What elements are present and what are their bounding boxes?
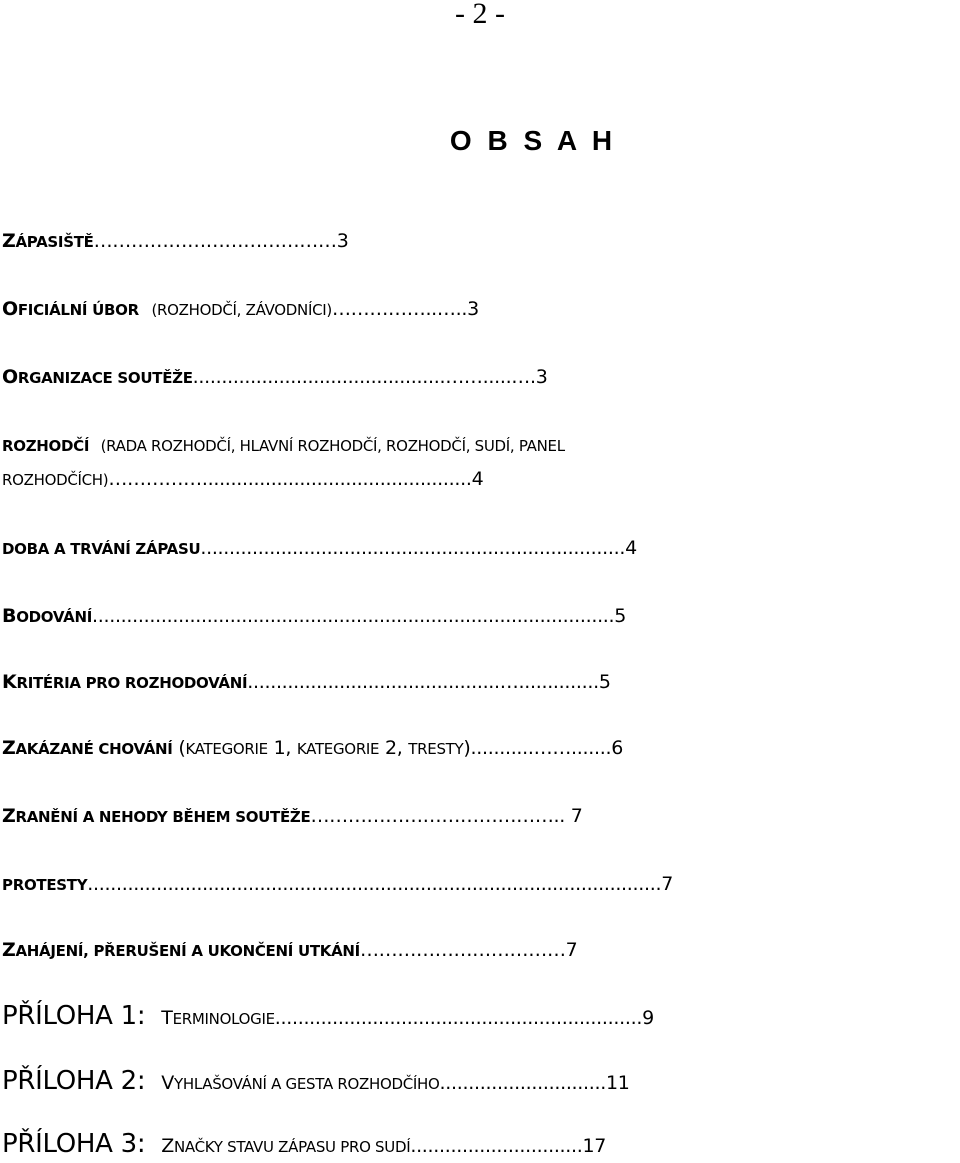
toc-entry-initial: Z [2,805,16,827]
toc-entry-leader-page: …………………………………3 [93,230,349,252]
toc-entry-subtitle: KATEGORIE [185,740,268,758]
toc-entry-initial: Z [2,230,16,252]
toc-entry-leader-page: ...........…….......6 [470,737,624,759]
toc-entry-initial: K [2,671,17,693]
toc-entry-title: ERMINOLOGIE [172,1010,275,1028]
toc-entry-title: NAČKY STAVU ZÁPASU PRO SUDÍ [174,1138,411,1156]
toc-entry-initial: O [2,298,18,320]
toc-entry-initial: Z [2,737,16,759]
toc-entry-organizace-souteze [2,364,954,391]
toc-entry-title: AHÁJENÍ, PŘERUŠENÍ A UKONČENÍ UTKÁNÍ [15,942,360,960]
toc-entry-priloha-3 [2,1128,954,1163]
toc-entry-leader-page: ............................................…..............5 [247,671,611,693]
toc-entry-title: RGANIZACE SOUTĚŽE [17,369,193,387]
toc-entry-leader-page: ...........................................................................................5 [91,605,627,627]
toc-entry-initial: B [2,605,17,627]
toc-entry-zahajeni [2,937,954,964]
toc-entry-oficialni-ubor [2,296,954,323]
toc-entry-leader-page: ................................................................9 [274,1007,654,1029]
toc-entry-initial: T [161,1007,173,1029]
toc-entry-kriteria [2,669,954,696]
toc-entry-rozhodci-continued [2,466,954,493]
toc-entry-appendix-label: PŘÍLOHA 3: [2,1129,146,1159]
toc-entry-priloha-1 [2,1000,954,1035]
toc-entry-appendix-label: PŘÍLOHA 2: [2,1066,146,1096]
toc-entry-title: ROZHODČÍ [2,437,90,455]
toc-entry-leader-page: ……………..…..3 [331,298,479,320]
page-number: - 2 - [455,0,505,30]
toc-entry-paren-close: ) [463,737,471,759]
toc-entry-initial: O [2,366,18,388]
toc-entry-title: RITÉRIA PRO ROZHODOVÁNÍ [16,674,248,692]
toc-entry-zakazane-chovani [2,735,954,762]
toc-entry-initial: V [161,1072,174,1094]
toc-entry-leader-page: ..........................................................................4 [200,537,637,559]
toc-entry-leader-page: ………………………………….. 7 [310,805,583,827]
toc-entry-bodovani [2,603,954,630]
toc-entry-title: ÁPASIŠTĚ [15,233,94,251]
toc-entry-leader-page: ……………...............................................4 [108,468,484,490]
toc-entry-subtitle: ROZHODČÍCH) [2,471,109,489]
toc-entry-priloha-2 [2,1065,954,1100]
toc-entry-title: YHLAŠOVÁNÍ A GESTA ROZHODČÍHO [173,1075,440,1093]
toc-entry-paren-open: ( [178,737,186,759]
toc-entry-title: RANĚNÍ A NEHODY BĚHEM SOUTĚŽE [15,808,311,826]
toc-entry-subtitle: TRESTY [408,740,464,758]
toc-entry-doba-trvani [2,535,954,562]
toc-entry-leader-page: .............................11 [439,1072,630,1094]
toc-entry-initial: Z [2,939,16,961]
toc-entry-leader-page: ..............................17 [410,1135,607,1157]
toc-entry-title: FICIÁLNÍ ÚBOR [17,301,139,319]
toc-entry-subtitle: KATEGORIE [296,740,380,758]
toc-entry-title: DOBA A TRVÁNÍ ZÁPASU [2,540,201,558]
toc-entry-protesty [2,871,954,898]
toc-entry-rozhodci [2,432,954,459]
toc-entry-initial: Z [161,1135,174,1157]
toc-entry-title: ODOVÁNÍ [16,608,92,626]
toc-entry-subtitle: (RADA ROZHODČÍ, HLAVNÍ ROZHODČÍ, ROZHODČÍ, SUDÍ, PANEL [100,437,565,455]
toc-entry-zapasiste [2,228,954,255]
toc-entry-zraneni [2,803,954,830]
toc-entry-leader-page: ……………………………7 [359,939,578,961]
page-title: O B S A H [449,125,617,156]
toc-entry-title: PROTESTY [2,876,88,894]
toc-entry-subtitle: (ROZHODČÍ, ZÁVODNÍCI) [151,301,332,319]
toc-entry-leader-page: ....................................................................................................7 [87,873,674,895]
toc-entry-leader-page: ............................................…….....….3 [192,366,548,388]
toc-entry-subtitle-number: 2, [385,737,403,759]
toc-entry-title: AKÁZANÉ CHOVÁNÍ [15,740,173,758]
toc-entry-appendix-label: PŘÍLOHA 1: [2,1001,146,1031]
toc-entry-subtitle-number: 1, [273,737,292,759]
